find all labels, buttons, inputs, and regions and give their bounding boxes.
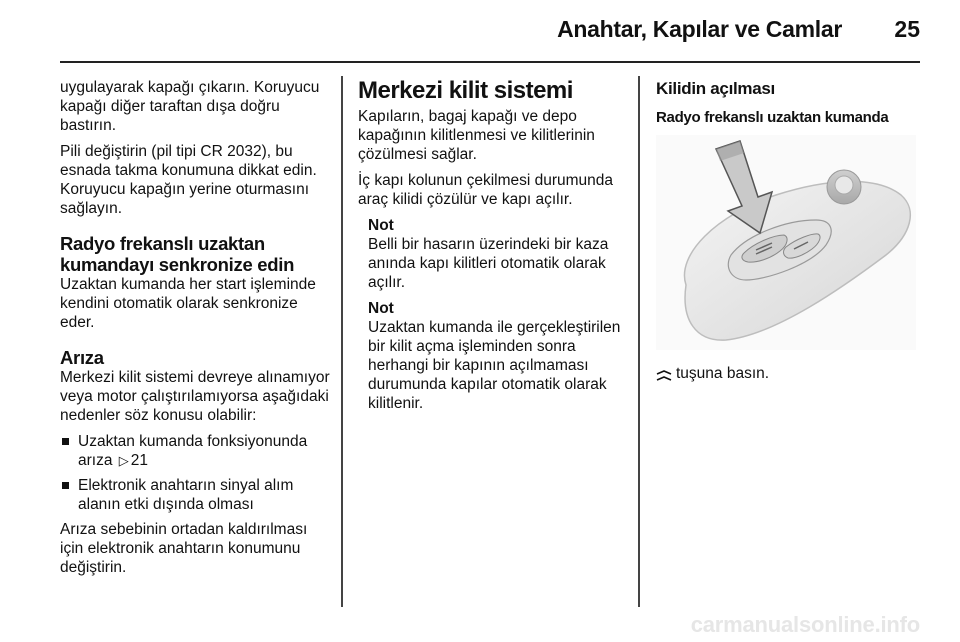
note-box [368, 216, 628, 292]
central-locking-title: Merkezi kilit sistemi [358, 77, 573, 104]
bullet-square-icon [62, 482, 69, 489]
column-middle [358, 78, 628, 420]
page-number: 25 [894, 16, 920, 42]
header-title: Anahtar, Kapılar ve Camlar [557, 16, 842, 42]
remote-key-image [656, 135, 916, 350]
unlock-subheading: Radyo frekanslı uzaktan kumanda [656, 109, 889, 126]
note-text: Belli bir hasarın üzerindeki bir kaza anında kapı kilitleri otomatik olarak açılır. [368, 236, 609, 291]
battery-text-1: uygulayarak kapağı çıkarın. Koruyucu kapağı diğer taraftan dışa doğru bastırın. [60, 79, 320, 134]
unlock-instruction-text: tuşuna basın. [676, 365, 770, 382]
column-left [60, 78, 330, 584]
note-box [368, 299, 628, 413]
cross-reference-link[interactable]: 21 [130, 452, 149, 469]
note-label: Not [368, 217, 394, 234]
column-divider-1 [341, 76, 343, 607]
central-locking-text-2: İç kapı kolunun çekilmesi durumunda araç kilidi çözülür ve kapı açılır. [358, 172, 614, 208]
list-item [60, 476, 330, 514]
fault-text: Merkezi kilit sistemi devreye alınamıyor veya motor çalıştırılamıyorsa aşağıdaki nedenler söz konusu olabilir: [60, 369, 330, 424]
cross-reference-icon: ▷ [118, 453, 129, 468]
sync-heading: Radyo frekanslı uzaktan kumandayı senkronize edin [60, 233, 295, 275]
sync-text: Uzaktan kumanda her start işleminde kendini otomatik olarak senkronize eder. [60, 276, 316, 331]
watermark: carmanualsonline.info [690, 612, 920, 637]
column-divider-2 [638, 76, 640, 607]
central-locking-text-1: Kapıların, bagaj kapağı ve depo kapağının kilitlenmesi ve kilitlerinin çözülmesi sağlar. [358, 108, 595, 163]
unlock-heading: Kilidin açılması [656, 79, 775, 98]
bullet-text: Elektronik anahtarın sinyal alım alanın etki dışında olması [78, 477, 294, 513]
battery-text-2: Pili değiştirin (pil tipi CR 2032), bu esnada takma konumuna dikkat edin. Koruyucu kapağın yerine oturmasını sağlayın. [60, 143, 317, 217]
bullet-text: Uzaktan kumanda fonksiyonunda arıza [78, 433, 308, 469]
list-item [60, 432, 330, 470]
note-text: Uzaktan kumanda ile gerçekleştirilen bir kilit açma işleminden sonra herhangi bir kapının açılmaması durumunda kapılar otomatik olarak kilitlenir. [368, 319, 621, 412]
bullet-square-icon [62, 438, 69, 445]
unlock-instruction [656, 364, 926, 383]
fault-heading: Arıza [60, 347, 104, 368]
note-label: Not [368, 300, 394, 317]
fault-closing-text: Arıza sebebinin ortadan kaldırılması için elektronik anahtarın konumunu değiştirin. [60, 521, 308, 576]
header-rule [60, 61, 920, 63]
column-right [656, 78, 926, 383]
unlock-button-icon [656, 368, 672, 380]
remote-key-illustration [656, 135, 916, 350]
fault-causes-list [60, 432, 330, 514]
